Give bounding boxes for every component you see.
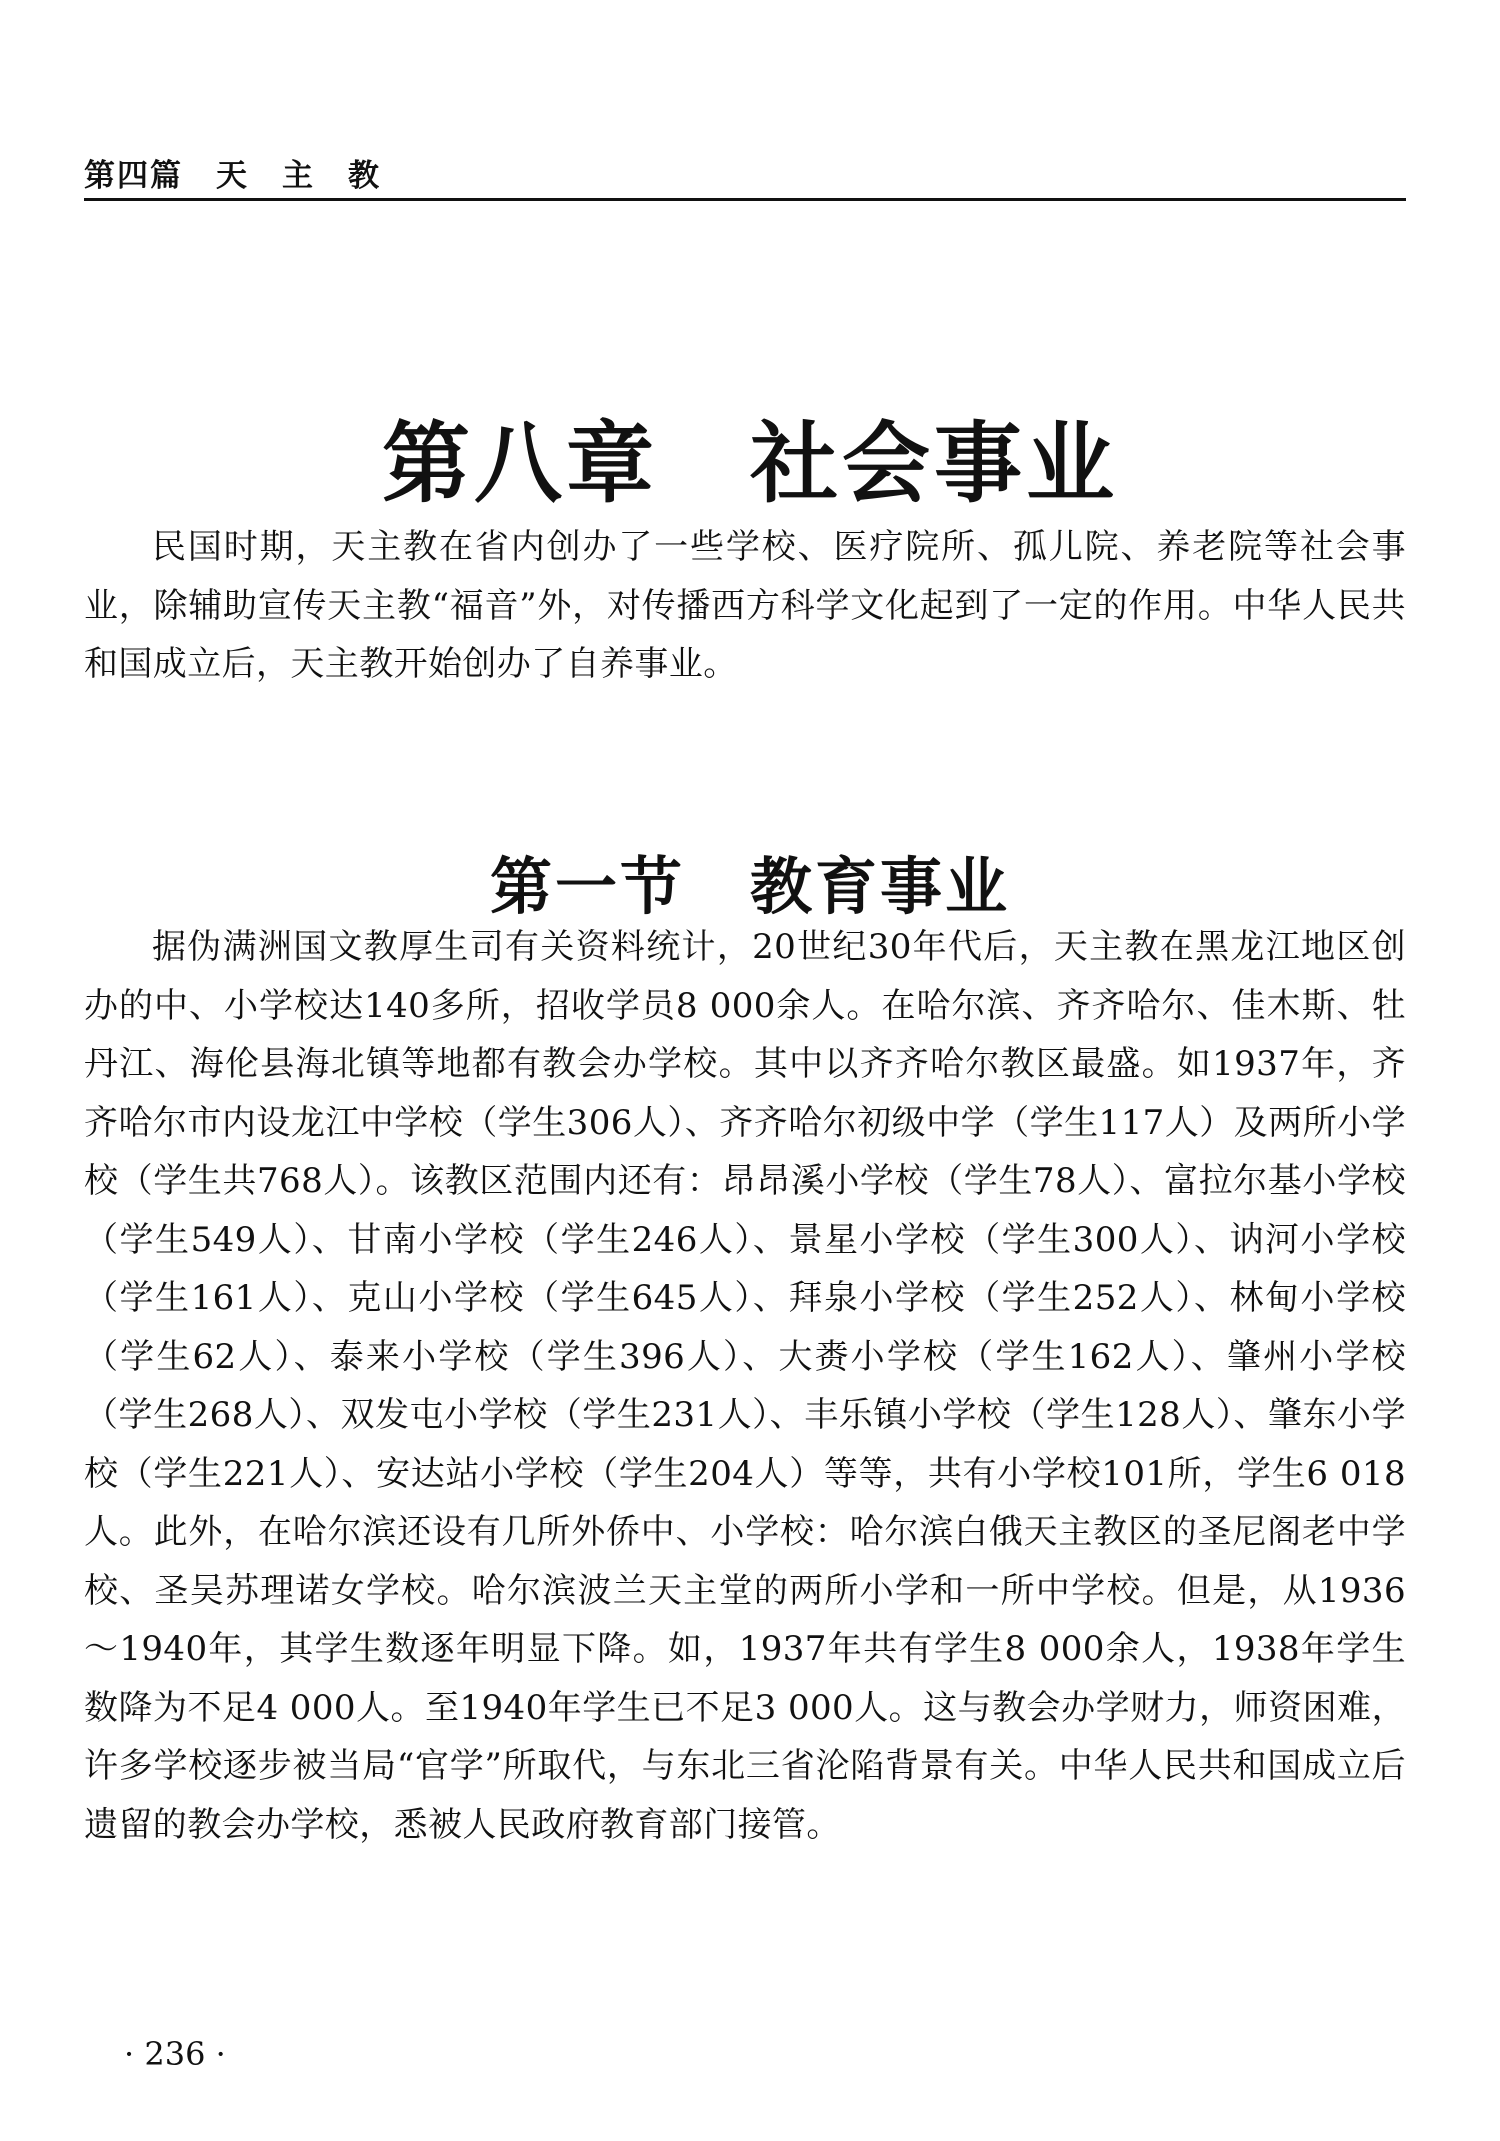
chapter-intro-paragraph: 民国时期，天主教在省内创办了一些学校、医疗院所、孤儿院、养老院等社会事业，除辅助宣传天主教“福音”外，对传播西方科学文化起到了一定的作用。中华人民共和国成立后，天主教开始创办了自养事业。 (84, 527, 1406, 684)
chapter-title: 第八章 社会事业 (381, 410, 1118, 515)
page-number: · 236 · (124, 2035, 226, 2073)
header-rule (84, 198, 1406, 201)
section-body-paragraph: 据伪满洲国文教厚生司有关资料统计，20世纪30年代后，天主教在黑龙江地区创办的中、小学校达140多所，招收学员8 000余人。在哈尔滨、齐齐哈尔、佳木斯、牡丹江、海伦县海北镇等地都有教会办学校。其中以齐齐哈尔教区最盛。如1937年，齐齐哈尔市内设龙江中学校（学生306人）、齐齐哈尔初级中学（学生117人）及两所小学校（学生共768人）。该教区范围内还有：昂昂溪小学校（学生78人）、富拉尔基小学校（学生549人）、甘南小学校（学生246人）、景星小学校（学生300人）、讷河小学校（学生161人）、克山小学校（学生645人）、拜泉小学校（学生252人）、林甸小学校（学生62人）、泰来小学校（学生396人）、大赉小学校（学生162人）、肇州小学校（学生268人）、双发屯小学校（学生231人）、丰乐镇小学校（学生128人）、肇东小学校（学生221人）、安达站小学校（学生204人）等等，共有小学校101所，学生6 018人。此外，在哈尔滨还设有几所外侨中、小学校：哈尔滨白俄天主教区的圣尼阁老中学校、圣吴苏理诺女学校。哈尔滨波兰天主堂的两所小学和一所中学校。但是，从1936～1940年，其学生数逐年明显下降。如，1937年共有学生8 000余人，1938年学生数降为不足4 000人。至1940年学生已不足3 000人。这与教会办学财力，师资困难，许多学校逐步被当局“官学”所取代，与东北三省沦陷背景有关。中华人民共和国成立后遗留的教会办学校，悉被人民政府教育部门接管。 (84, 927, 1406, 1845)
running-header: 第四篇 天 主 教 (84, 158, 381, 194)
section-title: 第一节 教育事业 (489, 850, 1010, 924)
